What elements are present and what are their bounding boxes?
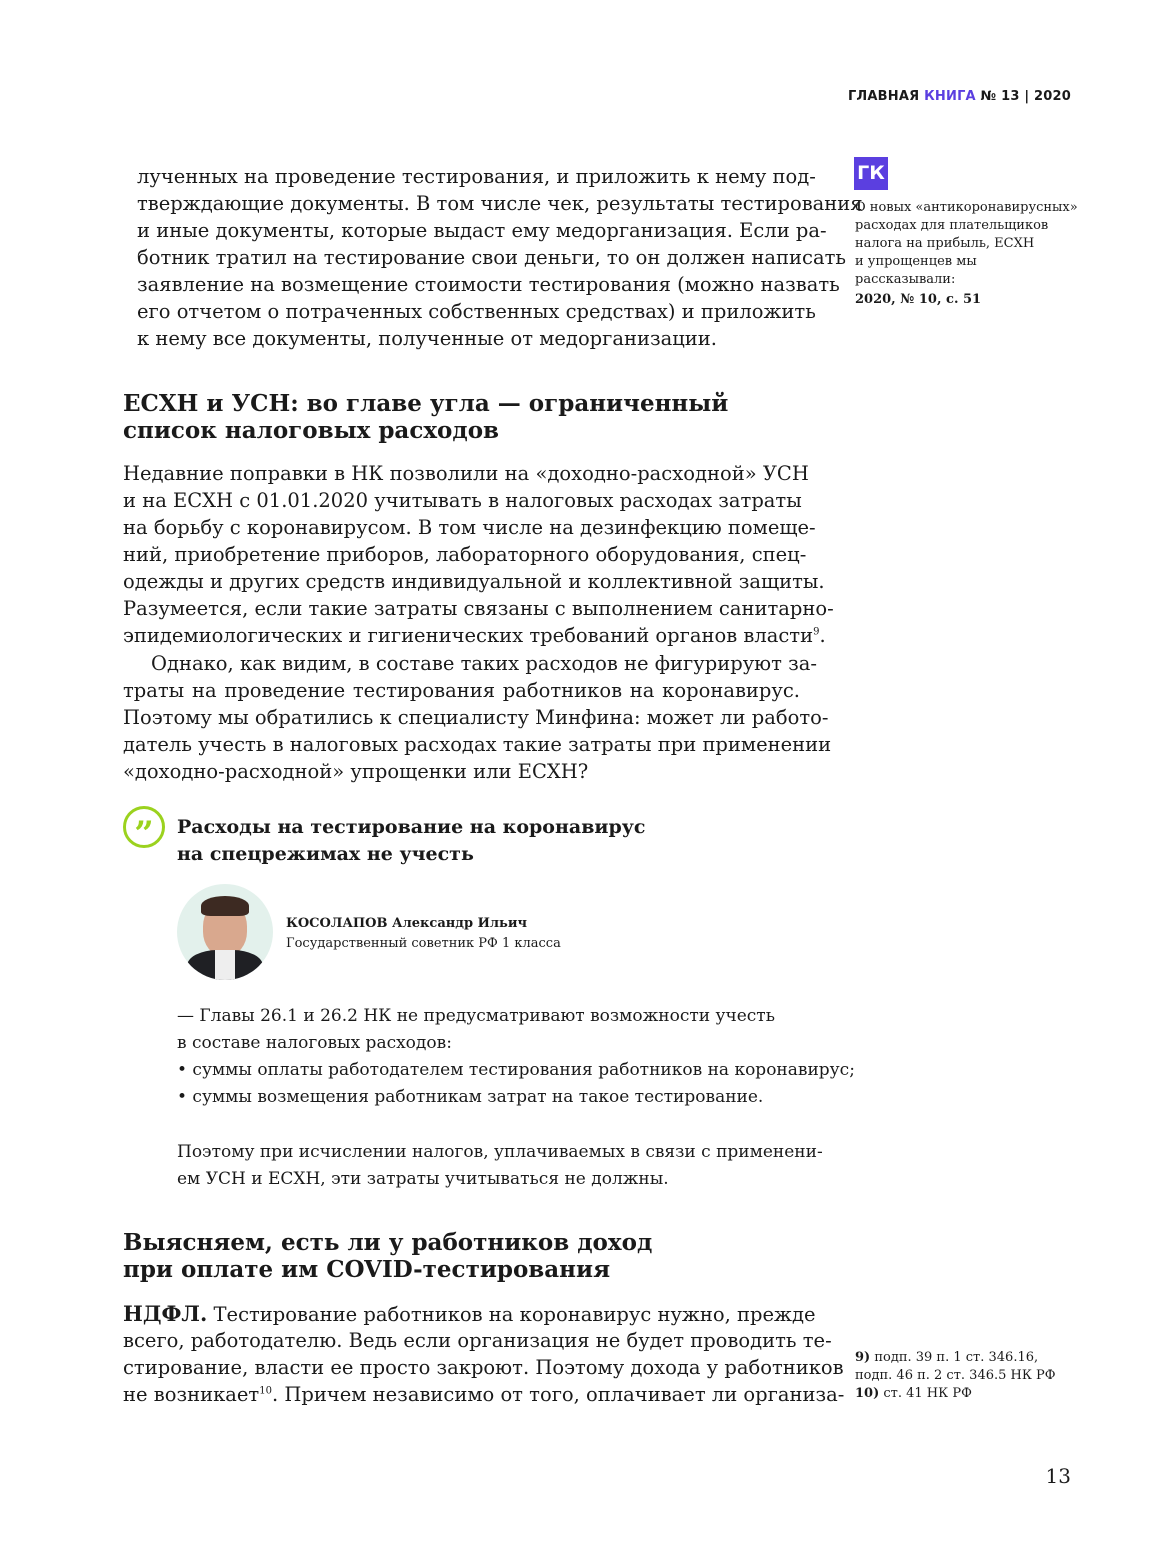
- quote-title-line: Расходы на тестирование на коронавирус: [177, 816, 646, 838]
- text-line: [123, 460, 809, 487]
- text-line: [137, 163, 816, 190]
- line-text: ний, приобретение приборов, лабораторного оборудования, спец-: [123, 543, 807, 566]
- paragraph-2: [123, 460, 834, 649]
- text-line: [137, 217, 827, 244]
- text-line: [123, 650, 817, 677]
- line-text: траты на проведение тестирования работников на коронавирус.: [123, 679, 800, 702]
- issue-number: № 13 | 2020: [980, 89, 1071, 104]
- text-line: [137, 298, 816, 325]
- line-text: его отчетом о потраченных собственных средствах) и приложить: [137, 300, 816, 323]
- note-line: рассказывали:: [855, 272, 956, 287]
- quote-title-line: на спецрежимах не учесть: [177, 843, 474, 865]
- text-line: [137, 271, 840, 298]
- text-line: [123, 704, 829, 731]
- text-line: [123, 514, 816, 541]
- sidebar-reference: 2020, № 10, с. 51: [855, 292, 982, 307]
- text-line: эпидемиологических и гигиенических требований органов власти$^9$.: [123, 624, 826, 647]
- expert-answer: [177, 1003, 855, 1193]
- note-line: расходах для плательщиков: [855, 218, 1049, 233]
- answer-line: в составе налоговых расходов:: [177, 1033, 452, 1053]
- line-text: Однако, как видим, в составе таких расходов не фигурируют за-: [151, 652, 817, 675]
- footnote-text: ст. 41 НК РФ: [879, 1386, 972, 1401]
- footnote-text: подп. 39 п. 1 ст. 346.16,: [870, 1350, 1039, 1365]
- text-line: [137, 244, 846, 271]
- line-text: на борьбу с коронавирусом. В том числе на дезинфекцию помеще-: [123, 516, 816, 539]
- footnote-text: подп. 46 п. 2 ст. 346.5 НК РФ: [855, 1368, 1056, 1383]
- expert-name: КОСОЛАПОВ Александр Ильич: [286, 916, 527, 931]
- line-text: заявление на возмещение стоимости тестирования (можно назвать: [137, 273, 840, 296]
- heading-line: список налоговых расходов: [123, 417, 500, 444]
- text-line: не возникает: [123, 1383, 260, 1406]
- note-line: налога на прибыль, ЕСХН: [855, 236, 1035, 251]
- text-line: стирование, власти ее просто закроют. Поэтому дохода у работников: [123, 1356, 844, 1379]
- footnote-number: 10): [855, 1386, 880, 1401]
- paragraph-3: [123, 650, 832, 785]
- text-line: всего, работодателю. Ведь если организация не будет проводить те-: [123, 1329, 832, 1352]
- note-line: и упрощенцев мы: [855, 254, 977, 269]
- expert-info: [286, 914, 561, 954]
- answer-bullet: • суммы оплаты работодателем тестирования работников на коронавирус;: [177, 1060, 855, 1080]
- text-line: Тестирование работников на коронавирус нужно, прежде: [207, 1303, 816, 1326]
- line-text: Поэтому мы обратились к специалисту Минфина: может ли работо-: [123, 706, 829, 729]
- page-number: 13: [1045, 1464, 1071, 1488]
- brand-name-accent: КНИГА: [924, 89, 976, 104]
- line-text: датель учесть в налоговых расходах такие затраты при применении: [123, 733, 832, 756]
- line-text: эпидемиологических и гигиенических требований органов власти: [123, 624, 814, 647]
- text-line: [137, 325, 800, 352]
- conclusion-line: Поэтому при исчислении налогов, уплачиваемых в связи с применени-: [177, 1142, 823, 1162]
- text-line: [123, 541, 807, 568]
- text-line: [123, 595, 834, 622]
- footnotes: [855, 1349, 1056, 1403]
- brand-name: ГЛАВНАЯ: [847, 89, 920, 104]
- paragraph-4: [123, 1300, 845, 1408]
- expert-avatar: [177, 884, 273, 980]
- text-line: [137, 190, 863, 217]
- line-text: Недавние поправки в НК позволили на «доходно-расходной» УСН: [123, 462, 809, 485]
- note-line: О новых «антикоронавирусных»: [855, 200, 1078, 215]
- logo-text: ГК: [857, 162, 885, 184]
- line-text: одежды и других средств индивидуальной и коллективной защиты.: [123, 570, 825, 593]
- line-text: тверждающие документы. В том числе чек, результаты тестирования: [137, 192, 863, 215]
- heading-line: Выясняем, есть ли у работников доход: [123, 1229, 653, 1256]
- answer-line: — Главы 26.1 и 26.2 НК не предусматривают возможности учесть: [177, 1006, 775, 1026]
- section-heading-2: [123, 1229, 652, 1283]
- running-header: [0, 89, 1071, 104]
- conclusion-line: ем УСН и ЕСХН, эти затраты учитываться не должны.: [177, 1169, 669, 1189]
- text-line: [123, 758, 800, 785]
- section-heading-1: [123, 390, 728, 444]
- heading-line: ЕСХН и УСН: во главе угла — ограниченный: [123, 390, 729, 417]
- line-text: лученных на проведение тестирования, и приложить к нему под-: [137, 165, 816, 188]
- line-text: Разумеется, если такие затраты связаны с выполнением санитарно-: [123, 597, 834, 620]
- footnote-number: 9): [855, 1350, 871, 1365]
- paragraph-1: [137, 163, 863, 352]
- heading-line: при оплате им COVID-тестирования: [123, 1256, 611, 1283]
- line-text: и на ЕСХН с 01.01.2020 учитывать в налоговых расходах затраты: [123, 489, 802, 512]
- lead-word: НДФЛ.: [123, 1301, 208, 1326]
- expert-title: Государственный советник РФ 1 класса: [286, 936, 561, 951]
- quote-icon: ”: [123, 806, 165, 848]
- line-text: и иные документы, которые выдаст ему медорганизация. Если ра-: [137, 219, 827, 242]
- footnote-ref: 9: [813, 626, 820, 638]
- sidebar-note: [855, 199, 1085, 309]
- line-text: к нему все документы, полученные от медорганизации.: [137, 327, 717, 350]
- text-line: [123, 487, 800, 514]
- line-text: ботник тратил на тестирование свои деньги, то он должен написать: [137, 246, 846, 269]
- text-line: [123, 568, 825, 595]
- magazine-logo: [854, 157, 888, 190]
- answer-bullet: • суммы возмещения работникам затрат на такое тестирование.: [177, 1087, 764, 1107]
- text-line: [123, 677, 800, 704]
- footnote-ref: 10: [259, 1385, 272, 1397]
- text-line: [123, 731, 832, 758]
- text-line: . Причем независимо от того, оплачивает ли организа-: [271, 1383, 845, 1406]
- quote-title: [177, 814, 646, 868]
- line-text: «доходно-расходной» упрощенки или ЕСХН?: [123, 760, 589, 783]
